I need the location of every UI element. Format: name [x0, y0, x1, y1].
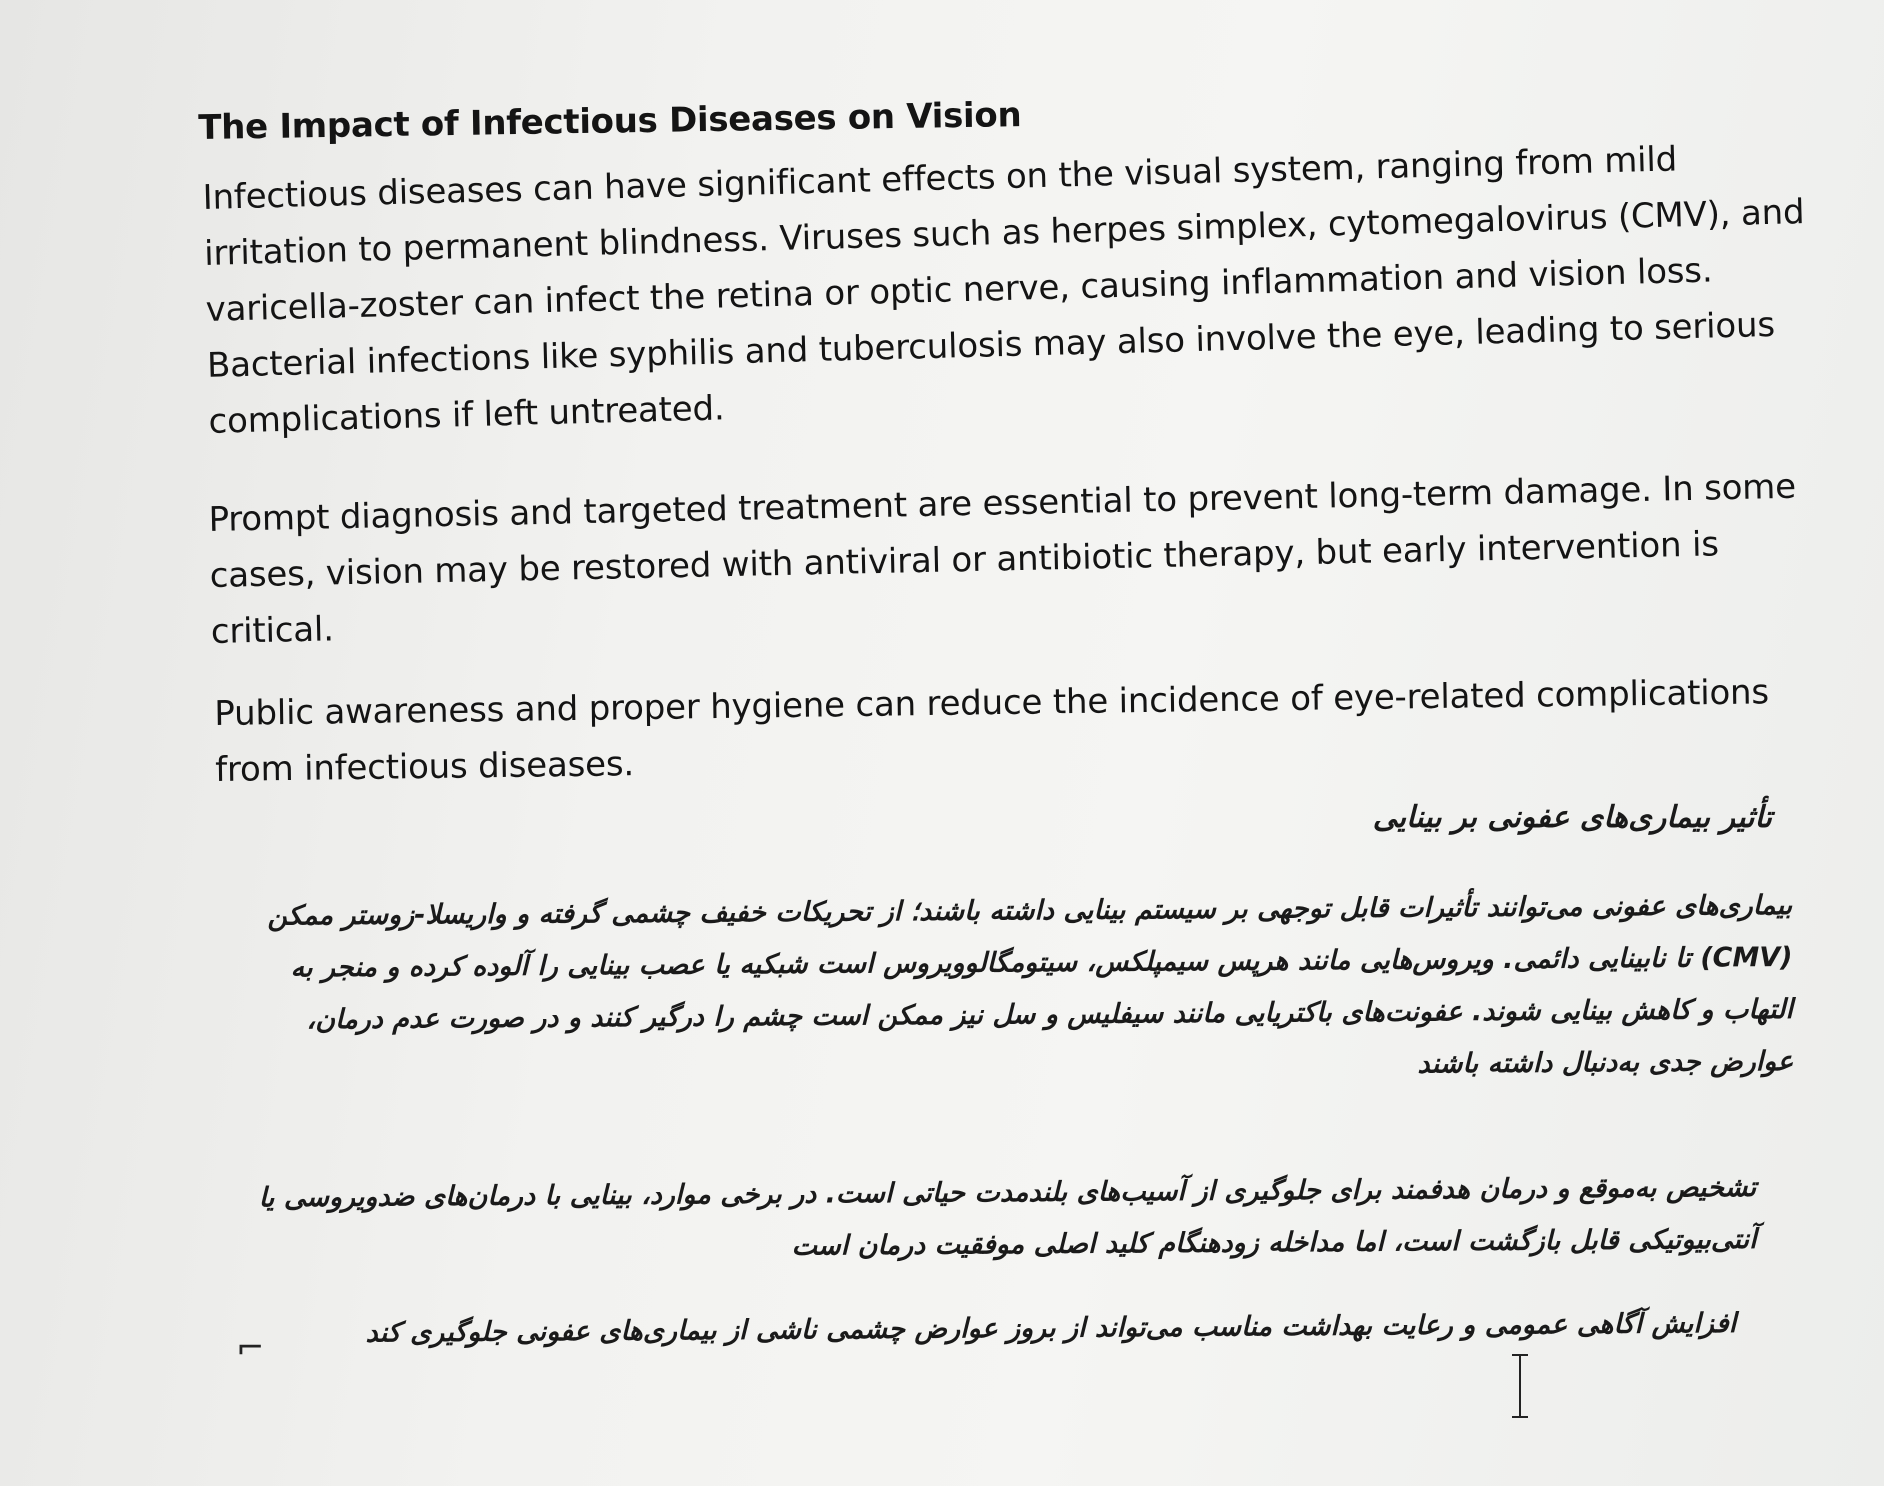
english-title: The Impact of Infectious Diseases on Vision — [198, 95, 1022, 148]
text-cursor-icon — [1508, 1350, 1532, 1422]
english-paragraph-2: Prompt diagnosis and targeted treatment are essential to prevent long-term damage. In some cases, vision may be restored with antiviral or antibiotic therapy, but early intervention is critical. — [208, 466, 1797, 652]
english-paragraph-3: Public awareness and proper hygiene can reduce the incidence of eye-related complications from infectious diseases. — [214, 672, 1770, 790]
persian-paragraph-1: بیماری‌های عفونی می‌توانند تأثیرات قابل توجهی بر سیستم بینایی داشته باشند؛ از تحریکات خفیف چشمی گرفته و واریسلا-زوستر ممکن (CMV) تا نابینایی دائمی. ویروس‌هایی مانند هرپس سیمپلکس، سیتومگالوویروس است شبکیه یا عصب بینایی را آلوده کرده و منجر به التهاب و کاهش بینایی شوند. عفونت‌های باکتریایی مانند سیفلیس و سل نیز ممکن است چشم را درگیر کنند و در صورت عدم درمان، عوارض جدی به‌دنبال داشته باشند — [267, 889, 1794, 1080]
persian-paragraph-2: تشخیص به‌موقع و درمان هدفمند برای جلوگیری از آسیب‌های بلندمدت حیاتی است. در برخی موارد، بینایی با درمان‌های ضدویروسی یا آنتی‌بیوتیکی قابل بازگشت است، اما مداخله زودهنگام کلید اصلی موفقیت درمان است — [258, 1171, 1757, 1262]
persian-paragraph-3: افزایش آگاهی عمومی و رعایت بهداشت مناسب می‌تواند از بروز عوارض چشمی ناشی از بیماری‌های عفونی جلوگیری کند — [365, 1307, 1737, 1349]
persian-title: تأثیر بیماری‌های عفونی بر بینایی — [1372, 800, 1772, 835]
paragraph-mark-icon: ⌐ — [236, 1328, 265, 1368]
english-paragraph-1: Infectious diseases can have significant effects on the visual system, ranging from mild irritation to permanent blindness. Viruses such as herpes simplex, cytomegalovirus (CMV), and varicella-zoster can infect the retina or optic nerve, causing inflammation and vision loss. Bacterial infections like syphilis and tuberculosis may also involve the eye, leading to serious complications if left untreated. — [202, 139, 1805, 442]
